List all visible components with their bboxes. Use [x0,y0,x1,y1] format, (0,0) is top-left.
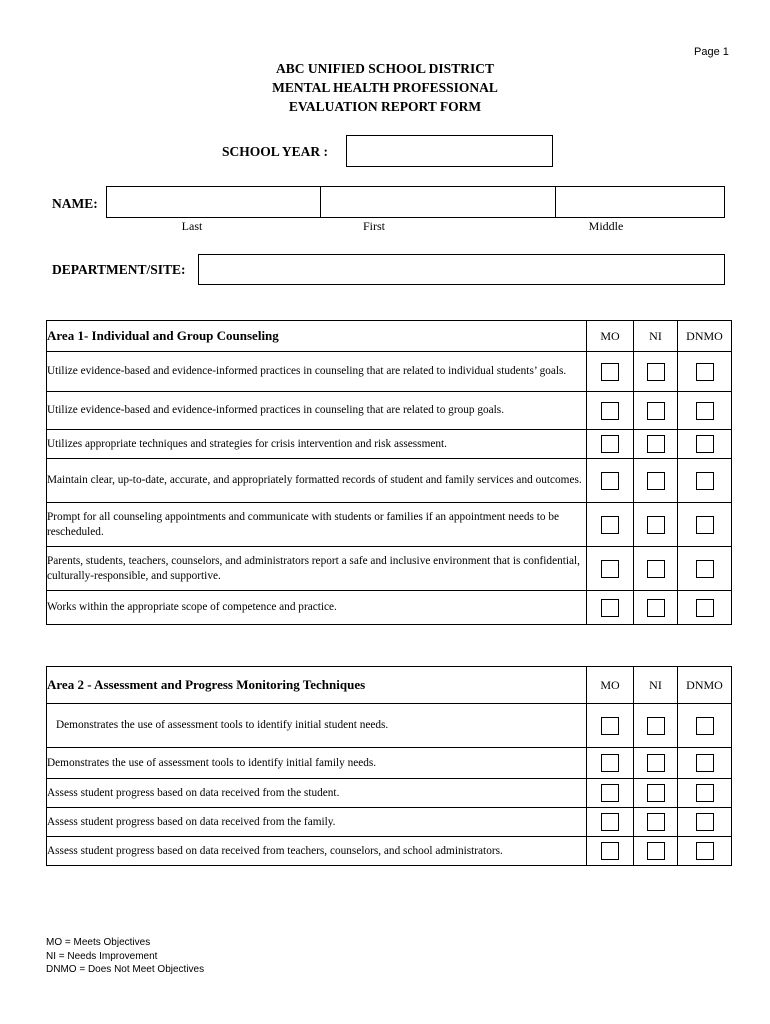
area2-item-5-dnmo-checkbox[interactable] [696,842,714,860]
legend-ni: NI = Needs Improvement [46,950,158,962]
area1-item-2-dnmo-checkbox[interactable] [696,402,714,420]
area1-item-6-ni-checkbox[interactable] [647,560,665,578]
area1-col-dnmo: DNMO [678,321,732,352]
area2-item-1: Demonstrates the use of assessment tools to identify initial student needs. [47,704,587,748]
area2-item-1-mo-checkbox[interactable] [601,717,619,735]
area1-item-3-ni-checkbox[interactable] [647,435,665,453]
table-row [47,459,732,503]
area2-item-2-dnmo-checkbox[interactable] [696,754,714,772]
area2-item-5-mo-checkbox[interactable] [601,842,619,860]
area1-item-4-mo-checkbox[interactable] [601,472,619,490]
area2-item-2: Demonstrates the use of assessment tools to identify initial family needs. [47,748,587,779]
area2-item-3-mo-checkbox[interactable] [601,784,619,802]
area1-item-3: Utilizes appropriate techniques and strategies for crisis intervention and risk assessment. [47,430,587,459]
area2-item-2-mo-checkbox[interactable] [601,754,619,772]
name-label: NAME: [52,196,98,211]
area2-item-4: Assess student progress based on data received from the family. [47,808,587,837]
area2-item-4-mo-checkbox[interactable] [601,813,619,831]
area2-item-3: Assess student progress based on data received from the student. [47,779,587,808]
table-row [47,748,732,779]
area1-item-3-mo-checkbox[interactable] [601,435,619,453]
area1-item-3-dnmo-checkbox[interactable] [696,435,714,453]
department-label: DEPARTMENT/SITE: [52,262,186,277]
name-middle-field[interactable] [555,186,725,218]
area2-item-1-dnmo-checkbox[interactable] [696,717,714,735]
name-last-field[interactable] [106,186,321,218]
area2-col-dnmo: DNMO [678,667,732,704]
area2-col-mo: MO [587,667,634,704]
page-number: Page 1 [694,46,729,58]
name-middle-caption: Middle [588,219,624,233]
area1-item-5-mo-checkbox[interactable] [601,516,619,534]
table-row [47,547,732,591]
form-title-line1: MENTAL HEALTH PROFESSIONAL [272,80,498,95]
school-year-label: SCHOOL YEAR : [222,144,329,159]
legend-dnmo: DNMO = Does Not Meet Objectives [46,964,205,975]
area2-title: Area 2 - Assessment and Progress Monitoring Techniques [47,667,587,704]
area2-item-4-ni-checkbox[interactable] [647,813,665,831]
table-row [47,779,732,808]
area1-item-1-ni-checkbox[interactable] [647,363,665,381]
area1-item-1-dnmo-checkbox[interactable] [696,363,714,381]
area1-item-7: Works within the appropriate scope of competence and practice. [47,591,587,625]
name-last-caption: Last [181,219,203,233]
area2-item-2-ni-checkbox[interactable] [647,754,665,772]
area2-item-4-dnmo-checkbox[interactable] [696,813,714,831]
area2-item-5: Assess student progress based on data received from teachers, counselors, and school administrators. [47,837,587,866]
area1-header-row [47,321,732,352]
area1-item-5-dnmo-checkbox[interactable] [696,516,714,534]
table-row [47,430,732,459]
area1-title: Area 1- Individual and Group Counseling [47,321,587,352]
area1-item-2: Utilize evidence-based and evidence-informed practices in counseling that are related to group goals. [47,392,587,430]
form-title-line2: EVALUATION REPORT FORM [288,99,482,114]
area2-item-1-ni-checkbox[interactable] [647,717,665,735]
area1-item-6-dnmo-checkbox[interactable] [696,560,714,578]
legend-mo: MO = Meets Objectives [46,937,151,948]
name-first-caption: First [362,219,385,233]
area1-item-5: Prompt for all counseling appointments and communicate with students or families if an appointment needs to be rescheduled. [47,503,587,547]
legend [46,936,204,977]
department-field[interactable] [198,254,725,285]
table-row [47,837,732,866]
table-row [47,392,732,430]
area1-item-6: Parents, students, teachers, counselors, and administrators report a safe and inclusive environment that is confidential, culturally-responsible, and supportive. [47,547,587,591]
area1-item-4-dnmo-checkbox[interactable] [696,472,714,490]
area2-item-5-ni-checkbox[interactable] [647,842,665,860]
area2-table [46,666,732,866]
area1-table [46,320,732,625]
area2-col-ni: NI [634,667,678,704]
name-first-field[interactable] [320,186,556,218]
area1-item-5-ni-checkbox[interactable] [647,516,665,534]
area1-item-2-mo-checkbox[interactable] [601,402,619,420]
table-row [47,503,732,547]
area1-item-2-ni-checkbox[interactable] [647,402,665,420]
area1-item-7-dnmo-checkbox[interactable] [696,599,714,617]
area1-item-4-ni-checkbox[interactable] [647,472,665,490]
area2-item-3-dnmo-checkbox[interactable] [696,784,714,802]
area1-item-6-mo-checkbox[interactable] [601,560,619,578]
area1-item-1: Utilize evidence-based and evidence-informed practices in counseling that are related to individual students’ goals. [47,352,587,392]
district-title: ABC UNIFIED SCHOOL DISTRICT [276,61,494,76]
area1-item-7-mo-checkbox[interactable] [601,599,619,617]
school-year-field[interactable] [346,135,553,167]
area1-col-ni: NI [634,321,678,352]
table-row [47,704,732,748]
table-row [47,591,732,625]
area1-item-1-mo-checkbox[interactable] [601,363,619,381]
table-row [47,808,732,837]
area2-item-3-ni-checkbox[interactable] [647,784,665,802]
area2-header-row [47,667,732,704]
area1-col-mo: MO [587,321,634,352]
area1-item-7-ni-checkbox[interactable] [647,599,665,617]
area1-item-4: Maintain clear, up-to-date, accurate, and appropriately formatted records of student and family services and outcomes. [47,459,587,503]
table-row [47,352,732,392]
